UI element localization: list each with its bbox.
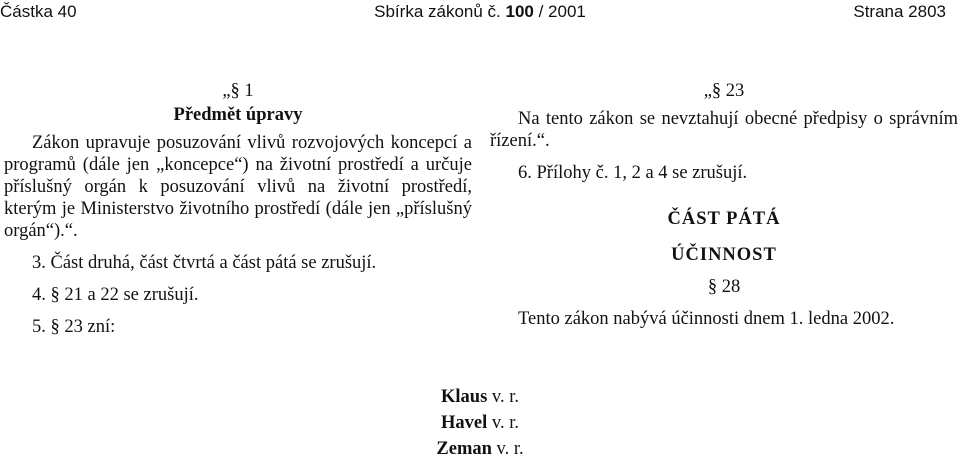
item-5: 5. § 23 zní:	[32, 317, 116, 337]
section-23-mark: „§ 23	[703, 81, 745, 101]
section-1-text: Zákon upravuje posuzování vlivů rozvojových koncepcí a programů (dále jen „koncepce“) na životní prostředí a určuje příslušný orgán k posuzování vlivů na životní prostředí, kterým je Ministerstvo životního prostředí (dále jen „příslušný orgán“).“.	[4, 133, 472, 241]
section-28-mark: § 28	[707, 277, 741, 297]
section-1-mark: „§ 1	[222, 81, 254, 101]
section-1-title: Předmět úpravy	[173, 105, 303, 125]
page-number: Strana 2803	[853, 2, 946, 21]
collection-prefix: Sbírka zákonů č.	[374, 2, 506, 21]
issue-number: Částka 40	[0, 2, 77, 21]
signatory-name: Klaus	[441, 387, 488, 407]
part-title: ČÁST PÁTÁ	[667, 209, 781, 229]
signature-havel	[0, 410, 960, 436]
part-subtitle: ÚČINNOST	[671, 245, 777, 265]
item-3: 3. Část druhá, část čtvrtá a část pátá se zrušují.	[32, 253, 377, 273]
left-column	[4, 80, 472, 338]
signatory-name: Zeman	[436, 439, 492, 459]
signatory-suffix: v. r.	[487, 413, 519, 433]
effect-clause: Tento zákon nabývá účinnosti dnem 1. ledna 2002.	[518, 309, 895, 329]
collection-year: / 2001	[533, 2, 586, 21]
signatory-suffix: v. r.	[491, 439, 524, 459]
item-6: 6. Přílohy č. 1, 2 a 4 se zrušují.	[518, 163, 748, 183]
right-column	[490, 80, 958, 330]
signatory-name: Havel	[441, 413, 488, 433]
signature-zeman	[0, 436, 960, 462]
signatures	[0, 384, 960, 462]
item-4: 4. § 21 a 22 se zrušují.	[32, 285, 199, 305]
signatory-suffix: v. r.	[487, 387, 519, 407]
collection-title	[0, 2, 960, 22]
law-number: 100	[505, 2, 534, 21]
page-header	[0, 2, 960, 28]
section-23-text: Na tento zákon se nevztahují obecné předpisy o správním řízení.“.	[490, 109, 958, 151]
signature-klaus	[0, 384, 960, 410]
